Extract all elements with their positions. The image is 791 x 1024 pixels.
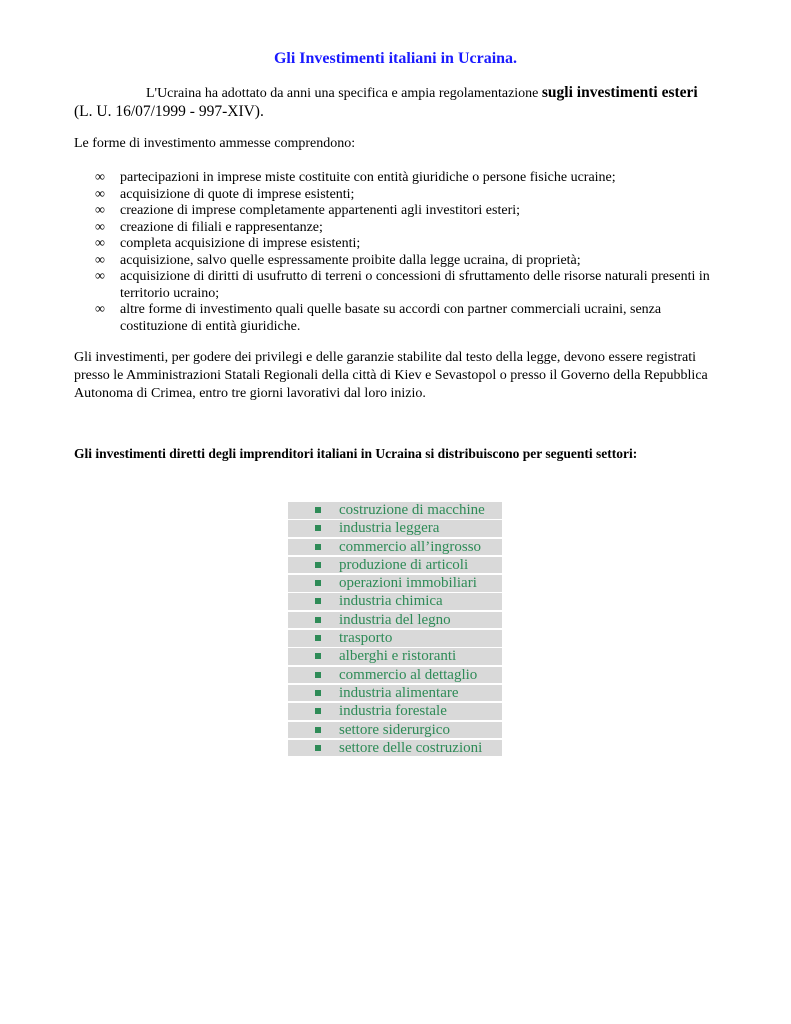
list-item-text: altre forme di investimento quali quelle basate su accordi con partner commerciali ucraini, senza costituzione di entità giuridiche.: [120, 302, 662, 334]
table-row: [288, 502, 502, 519]
list-item: [74, 236, 724, 253]
sector-label: industria forestale: [339, 703, 447, 720]
square-bullet-icon: [315, 525, 321, 531]
square-bullet-icon: [315, 598, 321, 604]
list-item: [74, 253, 724, 270]
square-bullet-icon: [315, 727, 321, 733]
list-item-text: creazione di imprese completamente appartenenti agli investitori esteri;: [120, 203, 521, 218]
table-row: [288, 648, 502, 665]
sector-label: industria alimentare: [339, 684, 459, 701]
sector-label: operazioni immobiliari: [339, 575, 477, 592]
square-bullet-icon: [315, 690, 321, 696]
sectors-table: [288, 502, 502, 758]
sector-label: commercio al dettaglio: [339, 666, 478, 683]
square-bullet-icon: [315, 562, 321, 568]
list-item-text: acquisizione, salvo quelle espressamente proibite dalla legge ucraina, di proprietà;: [120, 252, 581, 268]
page-title: Gli Investimenti italiani in Ucraina.: [273, 50, 518, 67]
sector-label: industria del legno: [339, 611, 451, 628]
square-bullet-icon: [315, 617, 321, 623]
infinity-bullet-icon: ∞: [95, 236, 105, 251]
square-bullet-icon: [315, 580, 321, 586]
sector-label: industria leggera: [339, 520, 440, 537]
sector-label: alberghi e ristoranti: [339, 648, 457, 665]
list-item: [74, 302, 724, 335]
square-bullet-icon: [315, 672, 321, 678]
list-item-text: acquisizione di diritti di usufrutto di terreni o concessioni di sfruttamento delle risorse naturali presenti in territorio ucraino;: [120, 269, 710, 301]
table-row: [288, 557, 502, 574]
square-bullet-icon: [315, 544, 321, 550]
table-row: [288, 520, 502, 537]
list-item-text: acquisizione di quote di imprese esistenti;: [120, 186, 355, 202]
table-row: [288, 630, 502, 647]
infinity-bullet-icon: ∞: [95, 186, 105, 202]
infinity-bullet-icon: ∞: [95, 269, 105, 284]
infinity-bullet-icon: ∞: [95, 203, 105, 218]
table-row: [288, 740, 502, 757]
intro-text: L'Ucraina ha adottato da anni una specifica e ampia regolamentazione: [146, 86, 542, 101]
table-row: [288, 722, 502, 739]
list-item-text: partecipazioni in imprese miste costituite con entità giuridiche o persone fisiche ucraine;: [120, 170, 616, 185]
sectors-heading: Gli investimenti diretti degli imprenditori italiani in Ucraina si distribuiscono per seguenti settori:: [74, 446, 638, 461]
square-bullet-icon: [315, 635, 321, 641]
list-item: [74, 203, 724, 220]
sector-label: settore siderurgico: [339, 721, 450, 738]
square-bullet-icon: [315, 745, 321, 751]
square-bullet-icon: [315, 507, 321, 513]
law-reference: (L. U. 16/07/1999 - 997-XIV).: [74, 103, 264, 120]
infinity-bullet-icon: ∞: [95, 170, 105, 185]
registration-paragraph: Gli investimenti, per godere dei privilegi e delle garanzie stabilite dal testo della legge, devono essere registrati presso le Amministrazioni Statali Regionali della città di Kiev e Sevastopol o presso il Governo della Repubblica Autonoma di Crimea, entro tre giorni lavorativi dal loro inizio.: [74, 350, 708, 401]
infinity-bullet-icon: ∞: [95, 302, 105, 317]
list-item-text: creazione di filiali e rappresentanze;: [120, 219, 323, 235]
table-row: [288, 612, 502, 629]
investment-forms-list: [74, 170, 724, 335]
table-row: [288, 703, 502, 720]
table-row: [288, 593, 502, 610]
square-bullet-icon: [315, 708, 321, 714]
sector-label: settore delle costruzioni: [339, 739, 483, 756]
forms-label: Le forme di investimento ammesse comprendono:: [74, 136, 356, 151]
intro-paragraph: [74, 84, 724, 122]
table-row: [288, 685, 502, 702]
list-item-text: completa acquisizione di imprese esistenti;: [120, 236, 361, 251]
table-row: [288, 667, 502, 684]
sector-label: industria chimica: [339, 593, 443, 610]
list-item: [74, 269, 724, 302]
list-item: [74, 170, 724, 187]
intro-emphasis: sugli investimenti esteri: [541, 84, 698, 101]
square-bullet-icon: [315, 653, 321, 659]
sector-label: commercio all’ingrosso: [339, 538, 482, 555]
list-item: [74, 220, 724, 237]
table-row: [288, 539, 502, 556]
sector-label: costruzione di macchine: [339, 502, 485, 518]
table-row: [288, 575, 502, 592]
sector-label: produzione di articoli: [339, 556, 469, 573]
infinity-bullet-icon: ∞: [95, 252, 105, 268]
infinity-bullet-icon: ∞: [95, 219, 105, 235]
list-item: [74, 187, 724, 204]
sector-label: trasporto: [339, 630, 393, 647]
